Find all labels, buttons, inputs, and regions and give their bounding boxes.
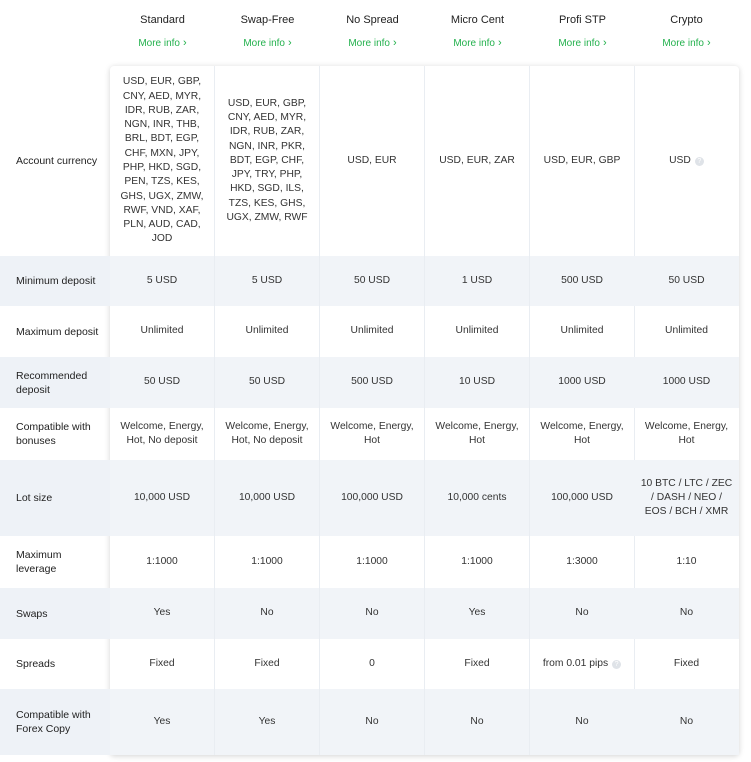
table-cell: Yes — [110, 689, 215, 755]
table-cell: No — [634, 588, 739, 639]
table-cell: 10,000 cents — [425, 460, 530, 536]
row-swaps — [0, 588, 739, 639]
table-cell: Yes — [425, 588, 530, 639]
table-cell: 1:1000 — [320, 536, 425, 588]
table-cell: Unlimited — [665, 325, 708, 337]
table-cell: Yes — [110, 588, 215, 639]
table-cell: 50 USD — [320, 256, 425, 306]
table-cell: 1000 USD — [634, 357, 739, 408]
row-label: Account currency — [16, 155, 98, 167]
column-no-spread — [320, 0, 425, 51]
table-cell: No — [215, 588, 320, 639]
table-cell: 10,000 USD — [110, 460, 215, 536]
table-cell: Unlimited — [530, 306, 635, 357]
table-cell: Fixed — [215, 639, 320, 689]
table-cell: Welcome, Energy, Hot, No deposit — [215, 408, 320, 460]
table-cell: Unlimited — [425, 306, 530, 357]
table-cell: 1:1000 — [425, 536, 530, 588]
row-compatible-with-bonuses — [0, 408, 739, 460]
table-cell: Unlimited — [215, 306, 320, 357]
row-recommended-deposit — [0, 357, 739, 408]
table-cell: USD, EUR, GBP — [530, 66, 635, 256]
row-label: Spreads — [16, 658, 56, 670]
row-label: Maximum deposit — [16, 325, 99, 338]
column-standard — [110, 0, 215, 51]
row-maximum-deposit — [0, 306, 739, 357]
table-cell: 50 USD — [215, 357, 320, 408]
column-title: No Spread — [346, 14, 399, 26]
more-info-link[interactable]: More info › — [243, 37, 292, 49]
table-cell: 50 USD — [110, 357, 215, 408]
table-cell: USD, EUR, GBP, CNY, AED, MYR, IDR, RUB, ZAR, NGN, INR, PKR, BDT, EGP, CHF, JPY, TRY, PHP, HKD, SGD, ILS, TZS, KES, GHS, UGX, ZMW, RWF — [215, 66, 320, 256]
column-profi-stp — [530, 0, 635, 51]
row-label: Maximum leverage — [16, 549, 62, 575]
row-label: Recommended deposit — [0, 357, 110, 408]
row-label: Compatible with Forex Copy — [0, 689, 110, 755]
table-cell: 10 BTC / LTC / ZEC / DASH / NEO / EOS / BCH / XMR — [634, 460, 739, 536]
column-micro-cent — [425, 0, 530, 51]
table-cell: No — [530, 588, 635, 639]
table-cell: 10 USD — [425, 357, 530, 408]
row-label: Minimum deposit — [0, 256, 110, 306]
table-cell: Yes — [215, 689, 320, 755]
row-maximum-leverage — [0, 536, 739, 588]
column-title: Swap-Free — [240, 14, 295, 26]
table-cell: USD, EUR, GBP, CNY, AED, MYR, IDR, RUB, ZAR, NGN, INR, THB, BRL, BDT, EGP, CHF, MXN, JPY, PHP, HKD, SGD, PEN, TZS, KES, GHS, UGX, ZMW, RWF, VND, XAF, PLN, AUD, CAD, JOD — [110, 66, 215, 256]
table-cell: Unlimited — [110, 306, 215, 357]
table-cell: Fixed — [673, 657, 700, 669]
table-cell: USD, EUR, ZAR — [425, 66, 530, 256]
table-cell: Welcome, Energy, Hot — [425, 408, 530, 460]
account-types-header — [0, 0, 751, 66]
table-cell: 50 USD — [634, 256, 739, 306]
table-cell: 10,000 USD — [215, 460, 320, 536]
cell-text: from 0.01 pips — [542, 657, 609, 669]
chevron-right-icon: › — [393, 37, 397, 49]
table-cell: 5 USD — [110, 256, 215, 306]
chevron-right-icon: › — [288, 37, 292, 49]
chevron-right-icon: › — [603, 37, 607, 49]
table-cell: 500 USD — [530, 256, 635, 306]
column-title: Crypto — [670, 14, 703, 26]
chevron-right-icon: › — [183, 37, 187, 49]
table-cell: Welcome, Energy, Hot — [530, 408, 635, 460]
table-cell: No — [320, 689, 425, 755]
table-cell: No — [320, 588, 425, 639]
column-crypto — [634, 0, 739, 51]
table-cell: USD, EUR — [320, 66, 425, 256]
table-cell: Unlimited — [320, 306, 425, 357]
table-cell: No — [530, 689, 635, 755]
column-title: Profi STP — [558, 14, 607, 26]
table-cell: Welcome, Energy, Hot, No deposit — [110, 408, 215, 460]
more-info-link[interactable]: More info › — [662, 37, 711, 49]
more-info-link[interactable]: More info › — [138, 37, 187, 49]
table-cell: 0 — [320, 639, 425, 689]
table-cell: Welcome, Energy, Hot — [644, 420, 729, 446]
help-icon[interactable]: ? — [695, 157, 704, 166]
table-cell: Fixed — [425, 639, 530, 689]
column-title: Micro Cent — [450, 14, 505, 26]
table-cell: 1:10 — [676, 555, 697, 567]
more-info-link[interactable]: More info › — [348, 37, 397, 49]
table-cell: 500 USD — [320, 357, 425, 408]
row-account-currency — [0, 66, 739, 256]
row-compatible-with-forex-copy — [0, 689, 739, 755]
table-cell: No — [425, 689, 530, 755]
help-icon[interactable]: ? — [612, 660, 621, 669]
table-cell: No — [634, 689, 739, 755]
table-cell: 1:1000 — [215, 536, 320, 588]
table-cell: 1 USD — [425, 256, 530, 306]
row-label: Lot size — [0, 460, 110, 536]
table-cell: Welcome, Energy, Hot — [320, 408, 425, 460]
cell-text: USD — [669, 154, 691, 166]
row-label: Compatible with bonuses — [16, 421, 91, 447]
row-spreads — [0, 639, 739, 689]
more-info-link[interactable]: More info › — [453, 37, 502, 49]
table-cell: Fixed — [110, 639, 215, 689]
table-cell: 5 USD — [215, 256, 320, 306]
row-label: Swaps — [0, 588, 110, 639]
table-cell: 1000 USD — [530, 357, 635, 408]
row-minimum-deposit — [0, 256, 739, 306]
table-cell: 100,000 USD — [320, 460, 425, 536]
table-cell — [530, 639, 635, 689]
row-lot-size — [0, 460, 739, 536]
table-cell: 100,000 USD — [530, 460, 635, 536]
column-title: Standard — [140, 14, 185, 26]
table-cell: 1:1000 — [110, 536, 215, 588]
chevron-right-icon: › — [498, 37, 502, 49]
table-cell — [634, 66, 739, 256]
column-swap-free — [215, 0, 320, 51]
table-cell: 1:3000 — [530, 536, 635, 588]
more-info-link[interactable]: More info › — [558, 37, 607, 49]
chevron-right-icon: › — [707, 37, 711, 49]
